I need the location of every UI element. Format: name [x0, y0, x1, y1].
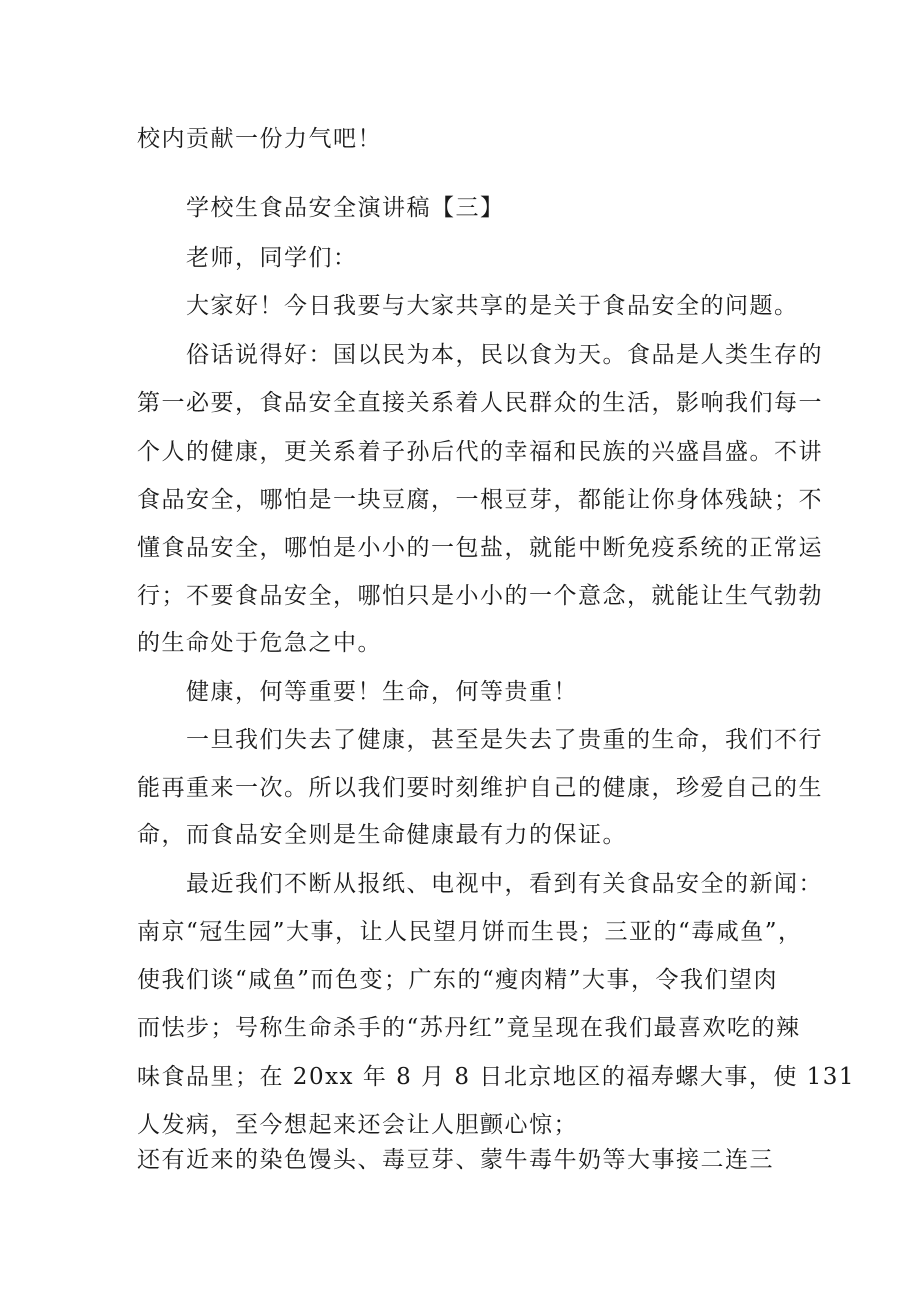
text-line: 懂食品安全，哪怕是小小的一包盐，就能中断免疫系统的正常运 — [137, 535, 823, 561]
text-line: 味食品里；在 20xx 年 8 月 8 日北京地区的福寿螺大事，使 131 — [137, 1064, 856, 1090]
text-line: 第一必要，食品安全直接关系着人民群众的生活，影响我们每一 — [137, 390, 823, 416]
text-line: 健康，何等重要！生命，何等贵重！ — [186, 679, 578, 705]
text-line: 行；不要食品安全，哪怕只是小小的一个意念，就能让生气勃勃 — [137, 583, 823, 609]
text-line: 南京“冠生园”大事，让人民望月饼而生畏；三亚的“毒咸鱼”， — [137, 919, 803, 945]
text-line: 食品安全，哪怕是一块豆腐，一根豆芽，都能让你身体残缺；不 — [137, 487, 823, 513]
text-line: 而怯步；号称生命杀手的“苏丹红”竟呈现在我们最喜欢吃的辣 — [137, 1015, 801, 1041]
text-line: 最近我们不断从报纸、电视中，看到有关食品安全的新闻： — [186, 871, 823, 897]
text-line: 还有近来的染色馒头、毒豆芽、蒙牛毒牛奶等大事接二连三 — [137, 1147, 774, 1173]
text-line: 俗话说得好：国以民为本，民以食为天。食品是人类生存的 — [186, 342, 823, 368]
text-line: 大家好！今日我要与大家共享的是关于食品安全的问题。 — [186, 293, 799, 319]
text-line: 命，而食品安全则是生命健康最有力的保证。 — [137, 822, 627, 848]
text-line: 一旦我们失去了健康，甚至是失去了贵重的生命，我们不行 — [186, 727, 823, 753]
salutation: 老师，同学们： — [186, 245, 358, 271]
text-line: 使我们谈“咸鱼”而色变；广东的“瘦肉精”大事，令我们望肉 — [137, 967, 779, 993]
text-line: 个人的健康，更关系着子孙后代的幸福和民族的兴盛昌盛。不讲 — [137, 439, 823, 465]
text-line: 能再重来一次。所以我们要时刻维护自己的健康，珍爱自己的生 — [137, 775, 823, 801]
text-line: 的生命处于危急之中。 — [137, 630, 382, 656]
section-title: 学校生食品安全演讲稿【三】 — [186, 195, 505, 221]
text-line: 校内贡献一份力气吧！ — [137, 126, 382, 152]
text-line: 人发病，至今想起来还会让人胆颤心惊； — [137, 1112, 578, 1138]
